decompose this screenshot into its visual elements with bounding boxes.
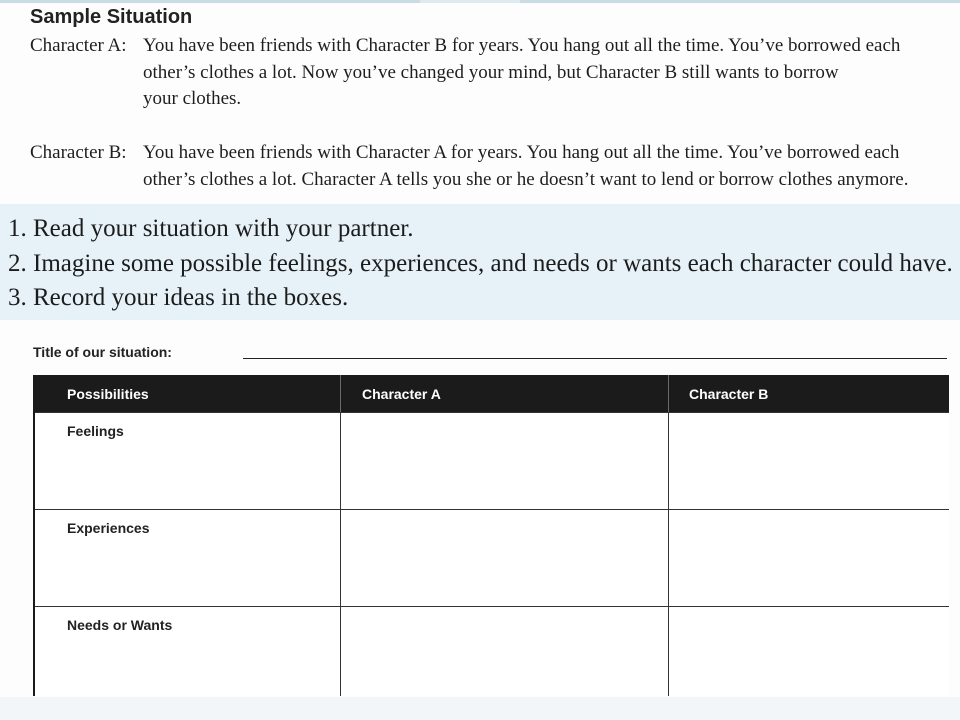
worksheet-table: [33, 375, 947, 696]
top-strip-segment: [520, 0, 960, 3]
situation-title-label: Title of our situation:: [33, 344, 172, 360]
character-a-line: other’s clothes a lot. Now you’ve changed your mind, but Character B still wants to borrow: [143, 61, 839, 83]
character-b-text: [143, 140, 960, 193]
needs-character-a-box[interactable]: [340, 606, 668, 696]
needs-character-b-box[interactable]: [668, 606, 949, 696]
column-header-possibilities: Possibilities: [35, 375, 340, 412]
row-label-feelings: Feelings: [35, 412, 340, 509]
instructions-list: [8, 212, 953, 316]
situation-title-blank[interactable]: [243, 358, 947, 359]
character-a-text: [143, 33, 960, 113]
character-b-label: Character B:: [30, 142, 127, 163]
character-a-line: your clothes.: [143, 88, 242, 109]
character-a-label: Character A:: [30, 35, 127, 56]
feelings-character-b-box[interactable]: [668, 412, 949, 509]
instruction-item: 2. Imagine some possible feelings, experiences, and needs or wants each character could have.: [8, 249, 953, 277]
instructions-panel: [0, 204, 960, 320]
experiences-character-a-box[interactable]: [340, 509, 668, 606]
column-header-character-b: Character B: [668, 375, 949, 412]
top-strip: [0, 0, 960, 3]
row-label-experiences: Experiences: [35, 509, 340, 606]
row-label-needs-or-wants: Needs or Wants: [35, 606, 340, 696]
sample-situation-title: Sample Situation: [30, 6, 193, 28]
character-a-line: You have been friends with Character B for years. You hang out all the time. You’ve borrowed each: [143, 35, 901, 56]
instruction-item: 1. Read your situation with your partner.: [8, 215, 414, 242]
top-strip-segment: [0, 0, 420, 3]
column-header-character-a: Character A: [340, 375, 668, 412]
feelings-character-a-box[interactable]: [340, 412, 668, 509]
experiences-character-b-box[interactable]: [668, 509, 949, 606]
instruction-item: 3. Record your ideas in the boxes.: [8, 284, 349, 311]
bottom-margin: [0, 697, 960, 720]
character-b-line: other’s clothes a lot. Character A tells you she or he doesn’t want to lend or borrow clothes anymore.: [143, 168, 909, 190]
character-b-line: You have been friends with Character A for years. You hang out all the time. You’ve borrowed each: [143, 142, 900, 163]
